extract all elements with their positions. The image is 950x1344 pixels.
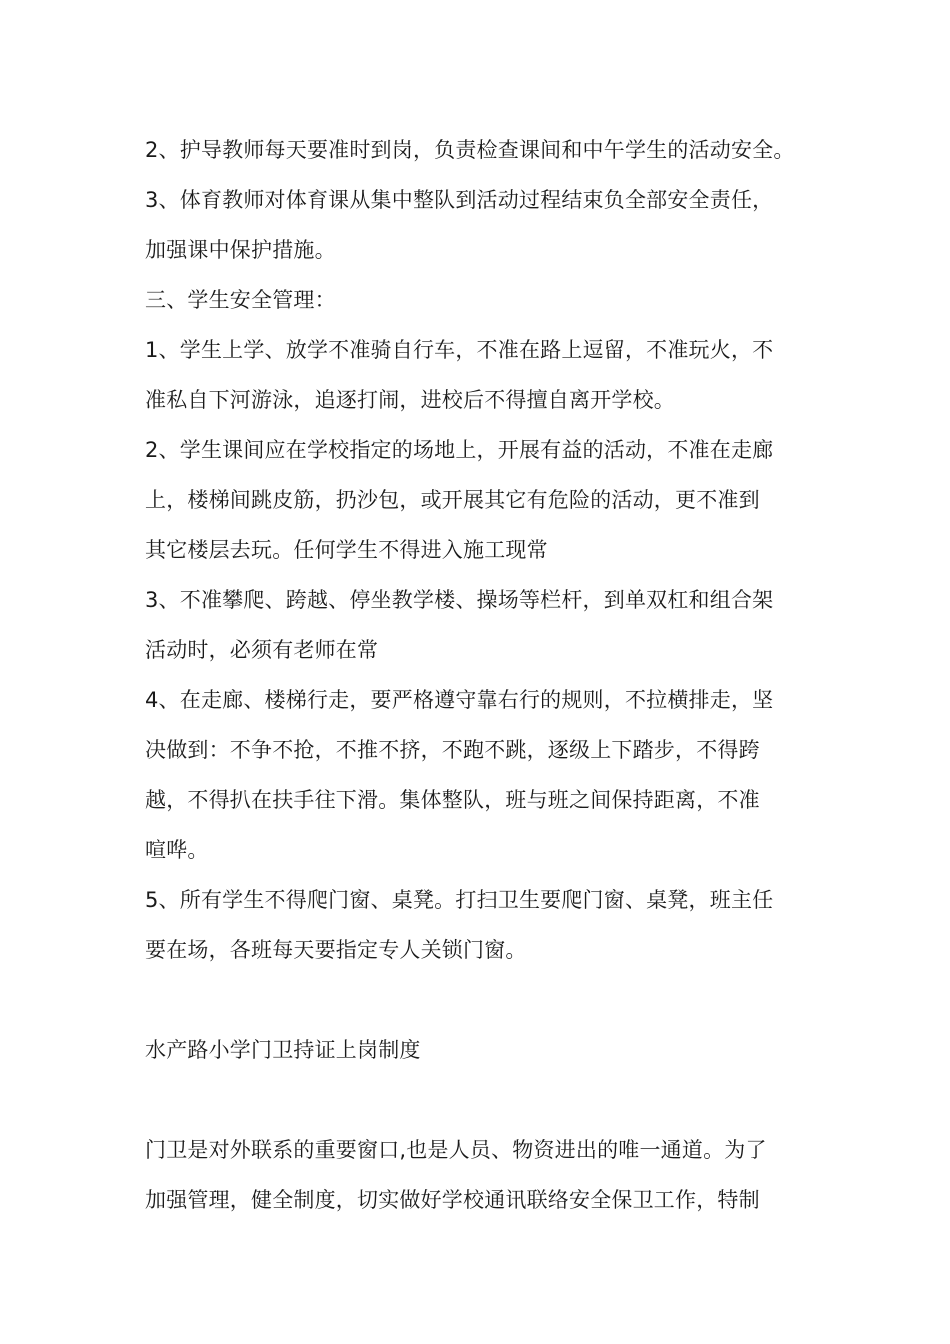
text-line: 要在场，各班每天要指定专人关锁门窗。: [145, 938, 527, 962]
text-line: 越，不得扒在扶手往下滑。集体整队，班与班之间保持距离，不准: [145, 788, 760, 812]
text-line: 喧哗。: [145, 838, 209, 862]
text-line: 上，楼梯间跳皮筋，扔沙包，或开展其它有危险的活动，更不准到: [145, 488, 760, 512]
text-line: 加强课中保护措施。: [145, 238, 336, 262]
text-line: 3、不准攀爬、跨越、停坐教学楼、操场等栏杆，到单双杠和组合架: [145, 588, 774, 612]
document-title: 水产路小学门卫持证上岗制度: [145, 1038, 421, 1062]
text-line: 5、所有学生不得爬门窗、桌凳。打扫卫生要爬门窗、桌凳，班主任: [145, 888, 774, 912]
text-line: 活动时，必须有老师在常: [145, 638, 379, 662]
text-line: 4、在走廊、楼梯行走，要严格遵守靠右行的规则，不拉横排走，坚: [145, 688, 774, 712]
text-line: 门卫是对外联系的重要窗口,也是人员、物资进出的唯一通道。为了: [145, 1138, 767, 1162]
text-line: 决做到：不争不抢，不推不挤，不跑不跳，逐级上下踏步，不得跨: [145, 738, 760, 762]
text-line: 3、体育教师对体育课从集中整队到活动过程结束负全部安全责任，: [145, 188, 774, 212]
text-line: 1、学生上学、放学不准骑自行车，不准在路上逗留，不准玩火，不: [145, 338, 774, 362]
section-heading: 三、学生安全管理：: [145, 288, 336, 312]
text-line: 2、护导教师每天要准时到岗，负责检查课间和中午学生的活动安全。: [145, 138, 795, 162]
text-line: 加强管理，健全制度，切实做好学校通讯联络安全保卫工作，特制: [145, 1188, 760, 1212]
text-line: 准私自下河游泳，追逐打闹，进校后不得擅自离开学校。: [145, 388, 675, 412]
text-line: 2、学生课间应在学校指定的场地上，开展有益的活动，不准在走廊: [145, 438, 774, 462]
text-line: 其它楼层去玩。任何学生不得进入施工现常: [145, 538, 548, 562]
